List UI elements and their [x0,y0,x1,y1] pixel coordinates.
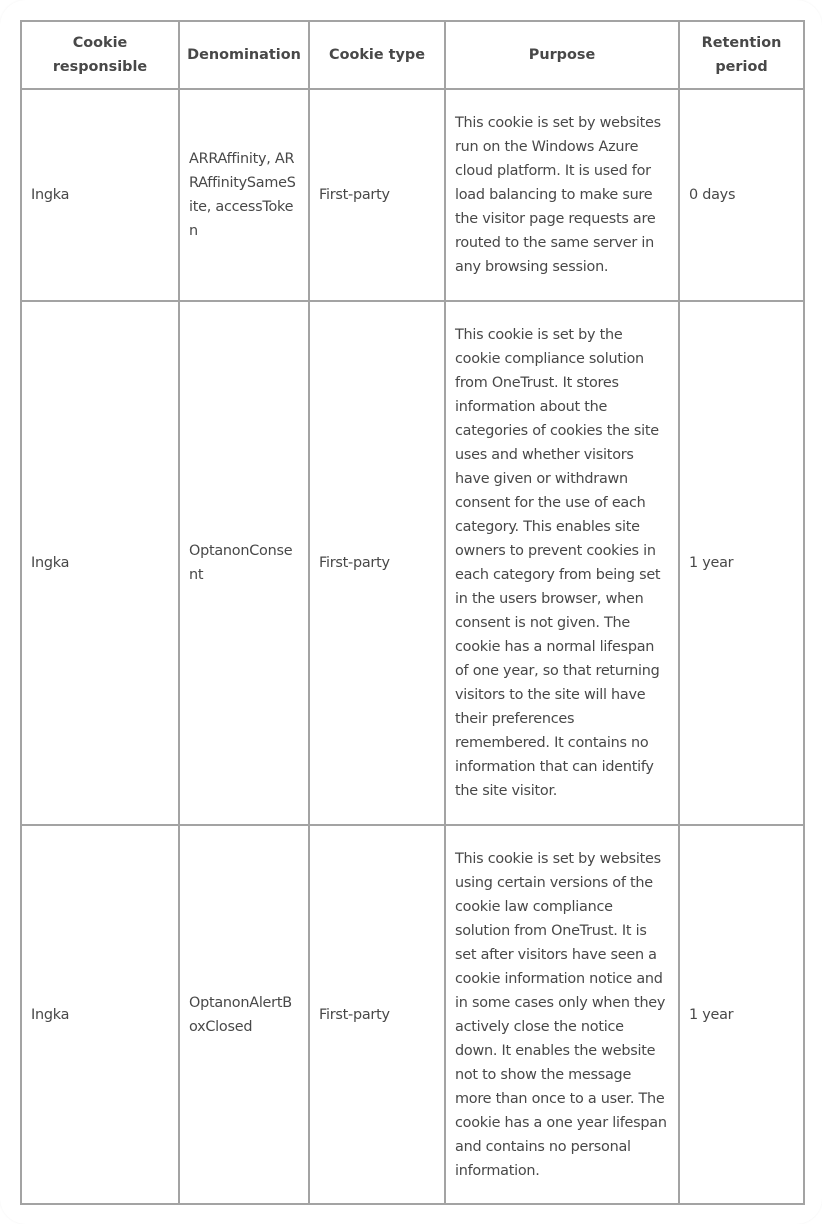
cell-retention: 1 year [679,301,804,825]
table-header-row [21,21,804,89]
table-row [21,825,804,1204]
cell-denomination: ARRAffinity, ARRAffinitySameSite, accessToken [179,89,309,301]
header-cookie-type: Cookie type [309,21,445,89]
header-retention-period: Retention period [679,21,804,89]
cell-retention: 1 year [679,825,804,1204]
cell-denomination: OptanonConsent [179,301,309,825]
header-cookie-responsible: Cookie responsible [21,21,179,89]
table-row [21,301,804,825]
table-row [21,89,804,301]
cell-responsible: Ingka [21,89,179,301]
cell-responsible: Ingka [21,825,179,1204]
header-denomination: Denomination [179,21,309,89]
cell-cookie-type: First-party [309,89,445,301]
cell-purpose: This cookie is set by websites run on the Windows Azure cloud platform. It is used for load balancing to make sure the visitor page requests are routed to the same server in any browsing session. [445,89,679,301]
cell-purpose: This cookie is set by websites using certain versions of the cookie law compliance solution from OneTrust. It is set after visitors have seen a cookie information notice and in some cases only when they actively close the notice down. It enables the website not to show the message more than once to a user. The cookie has a one year lifespan and contains no personal information. [445,825,679,1204]
cell-cookie-type: First-party [309,301,445,825]
cell-cookie-type: First-party [309,825,445,1204]
cell-responsible: Ingka [21,301,179,825]
cookie-table [20,20,805,1205]
cell-retention: 0 days [679,89,804,301]
header-purpose: Purpose [445,21,679,89]
cell-denomination: OptanonAlertBoxClosed [179,825,309,1204]
cell-purpose: This cookie is set by the cookie compliance solution from OneTrust. It stores information about the categories of cookies the site uses and whether visitors have given or withdrawn consent for the use of each category. This enables site owners to prevent cookies in each category from being set in the users browser, when consent is not given. The cookie has a normal lifespan of one year, so that returning visitors to the site will have their preferences remembered. It contains no information that can identify the site visitor. [445,301,679,825]
